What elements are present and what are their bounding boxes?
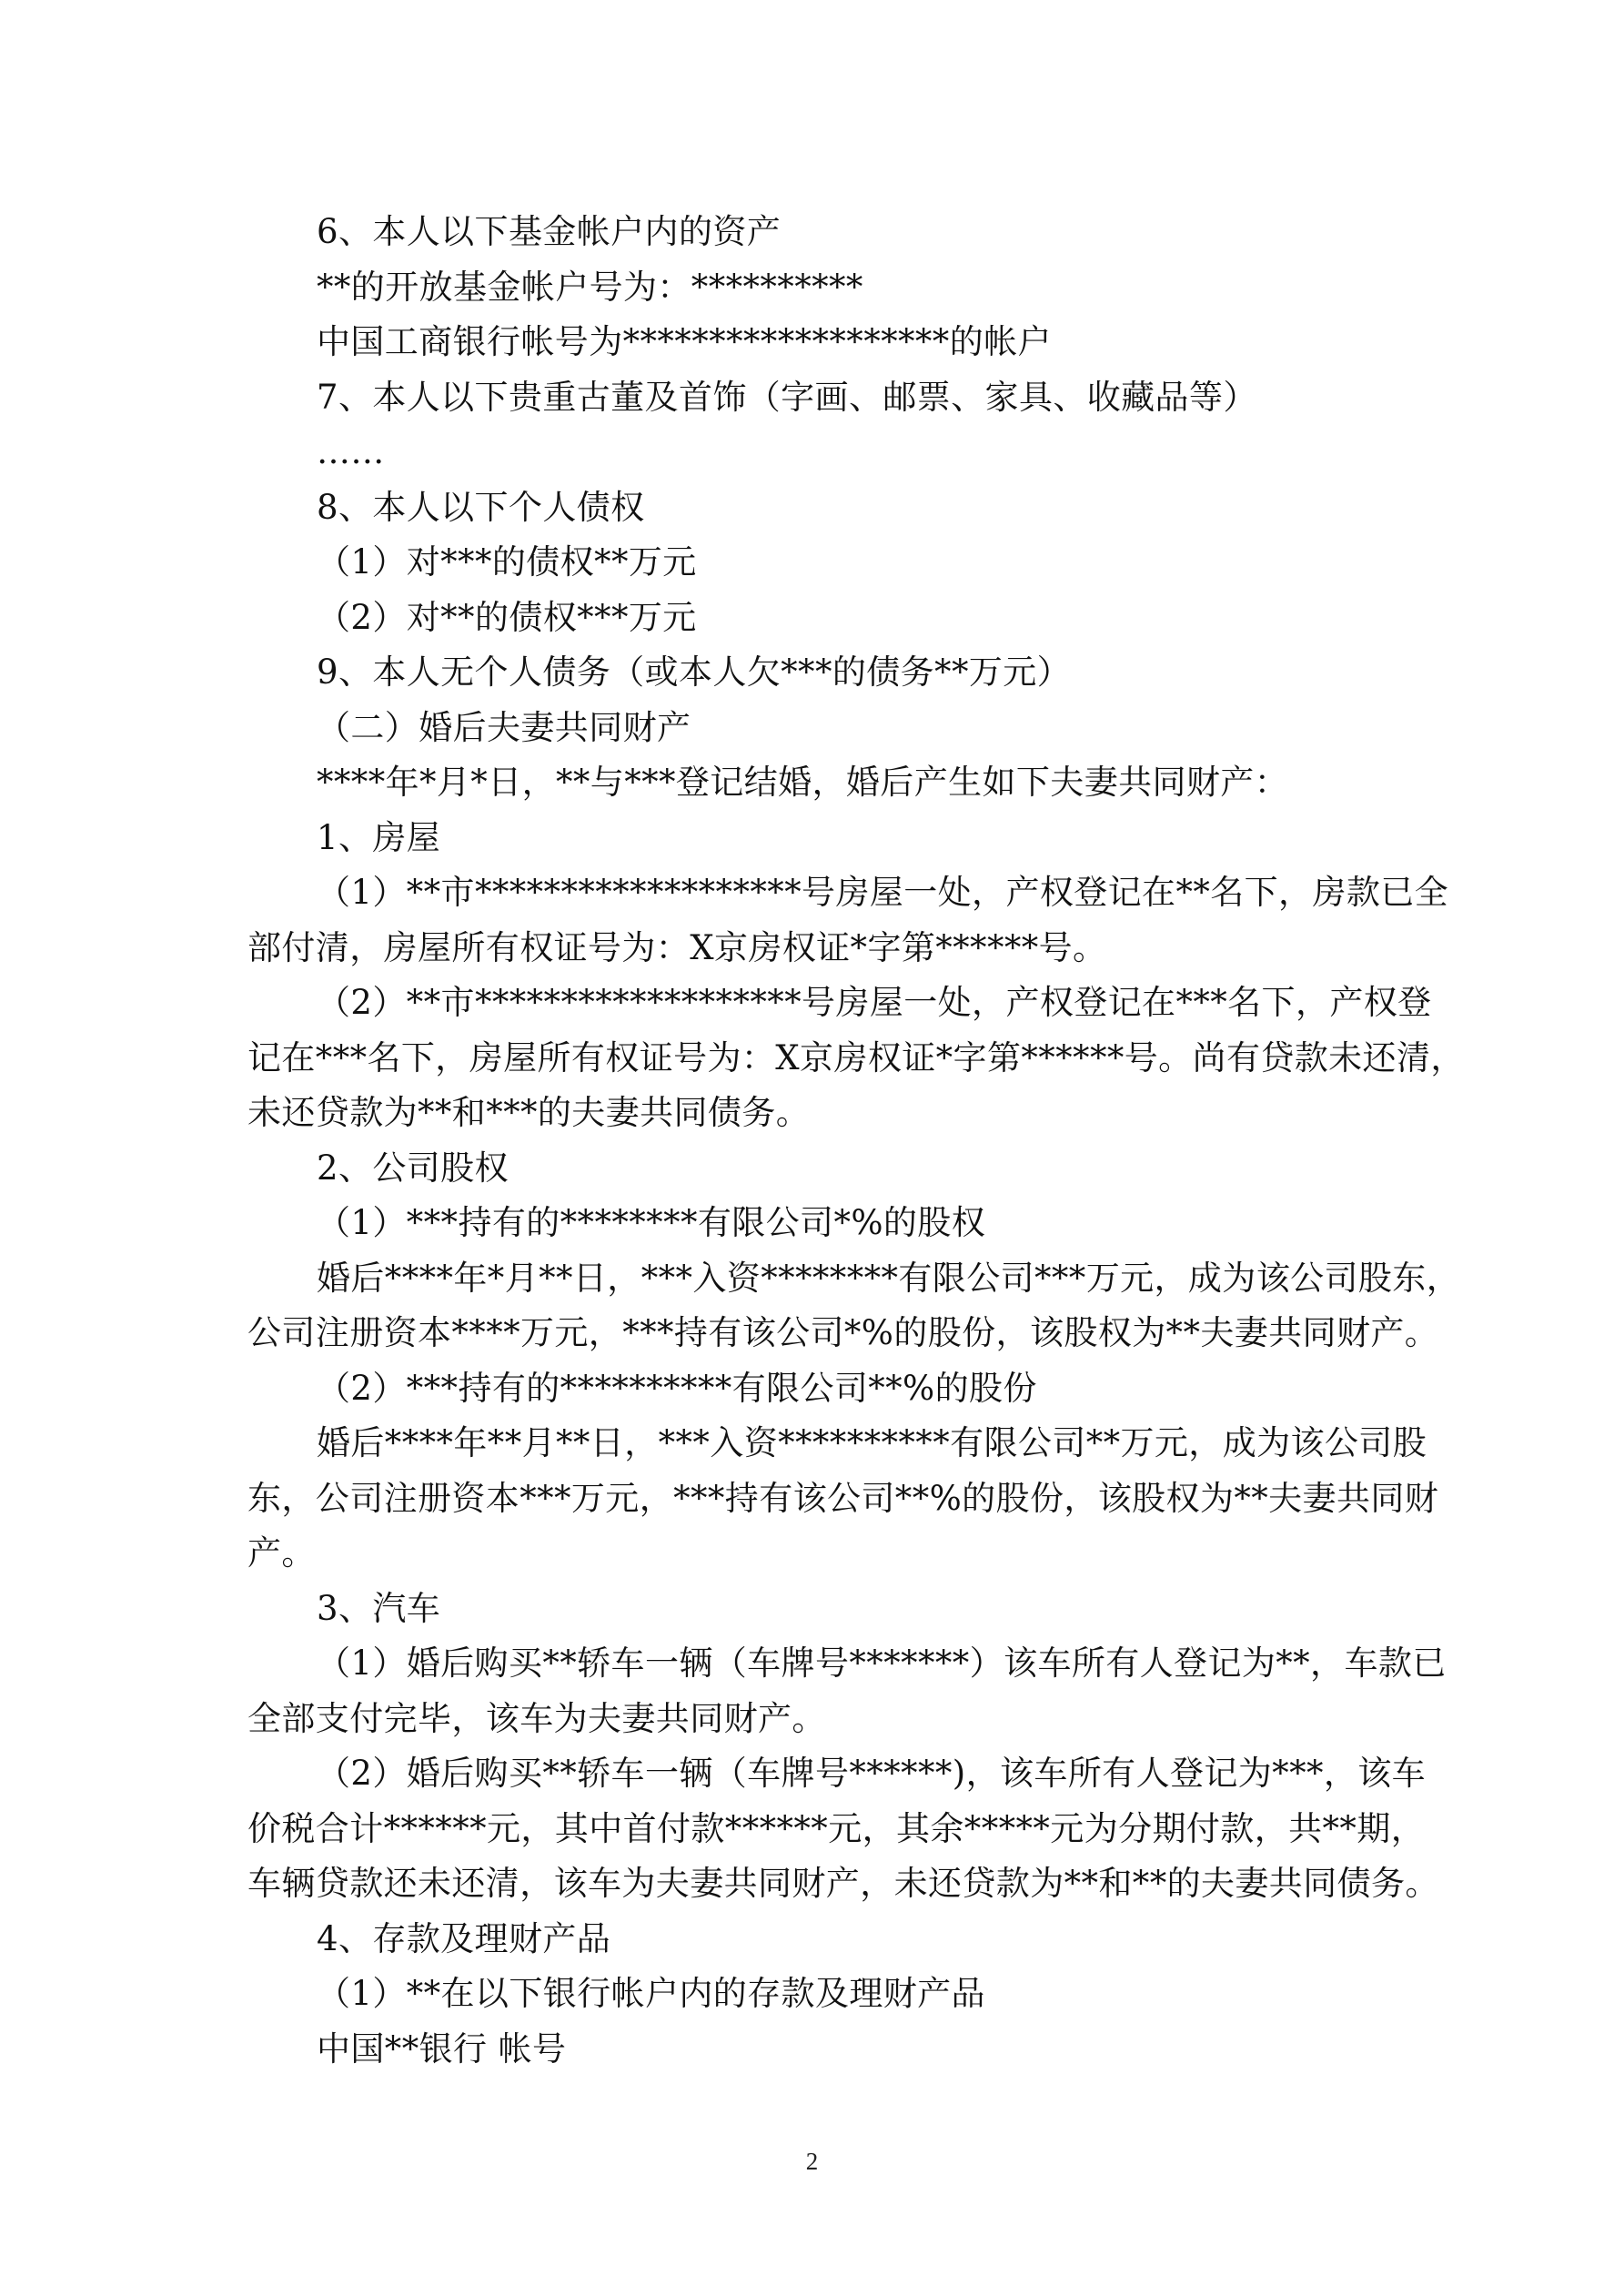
personal-debt-line: 9、本人无个人债务（或本人欠***的债务**万元） [317, 652, 1072, 692]
ellipsis-line: …… [317, 432, 385, 471]
open-fund-account-line: **的开放基金帐户号为：********** [317, 267, 863, 307]
deposits-item-1: （1）**在以下银行帐户内的存款及理财产品 [317, 1974, 985, 2013]
page-number: 2 [805, 2148, 819, 2175]
house-1-line-2: 部付清，房屋所有权证号为：X京房权证*字第******号。 [247, 927, 1107, 967]
house-2-line-1: （2）**市*******************号房屋一处，产权登记在***名下，产权登 [317, 983, 1432, 1022]
house-2-line-3: 未还贷款为**和***的夫妻共同债务。 [247, 1093, 811, 1132]
car-2-line-3: 车辆贷款还未还清，该车为夫妻共同财产，未还贷款为**和**的夫妻共同债务。 [247, 1864, 1439, 1903]
claim-item-1: （1）对***的债权**万元 [317, 542, 697, 582]
bank-account-line: 中国**银行 帐号 [317, 2028, 567, 2068]
equity-2-heading: （2）***持有的**********有限公司**%的股份 [317, 1368, 1037, 1408]
equity-2-line-3: 产。 [247, 1533, 316, 1573]
equity-2-line-1: 婚后****年**月**日，***入资**********有限公司**万元，成为该公司股 [317, 1423, 1427, 1462]
equity-1-line-2: 公司注册资本****万元，***持有该公司*%的股份，该股权为**夫妻共同财产。 [247, 1313, 1439, 1352]
marriage-registration-line: ****年*月*日，**与***登记结婚，婚后产生如下夫妻共同财产： [317, 763, 1289, 802]
equity-2-line-2: 东，公司注册资本***万元，***持有该公司**%的股份，该股权为**夫妻共同财 [247, 1478, 1439, 1518]
car-2-line-1: （2）婚后购买**轿车一辆（车牌号******)，该车所有人登记为***，该车 [317, 1754, 1427, 1793]
document-body [247, 205, 1465, 2077]
house-2-line-2: 记在***名下，房屋所有权证号为：X京房权证*字第******号。尚有贷款未还清， [247, 1037, 1465, 1077]
fund-account-heading: 6、本人以下基金帐户内的资产 [317, 212, 782, 251]
marital-property-heading: （二）婚后夫妻共同财产 [317, 707, 691, 747]
house-heading: 1、房屋 [317, 817, 441, 857]
claim-item-2: （2）对**的债权***万元 [317, 597, 697, 637]
car-2-line-2: 价税合计******元，其中首付款******元，其余*****元为分期付款，共**期， [247, 1808, 1426, 1848]
deposits-heading: 4、存款及理财产品 [317, 1918, 611, 1958]
icbc-account-line: 中国工商银行帐号为*******************的帐户 [317, 322, 1052, 361]
car-1-line-1: （1）婚后购买**轿车一辆（车牌号*******）该车所有人登记为**，车款已 [317, 1644, 1447, 1683]
car-1-line-2: 全部支付完毕，该车为夫妻共同财产。 [247, 1698, 826, 1738]
personal-claims-heading: 8、本人以下个人债权 [317, 487, 645, 527]
equity-heading: 2、公司股权 [317, 1148, 509, 1188]
house-1-line-1: （1）**市*******************号房屋一处，产权登记在**名下，房款已全 [317, 873, 1449, 912]
car-heading: 3、汽车 [317, 1588, 441, 1628]
equity-1-heading: （1）***持有的********有限公司*%的股权 [317, 1203, 986, 1242]
equity-1-line-1: 婚后****年*月**日，***入资********有限公司***万元，成为该公司股东， [317, 1258, 1461, 1298]
antiques-heading: 7、本人以下贵重古董及首饰（字画、邮票、家具、收藏品等） [317, 377, 1257, 417]
